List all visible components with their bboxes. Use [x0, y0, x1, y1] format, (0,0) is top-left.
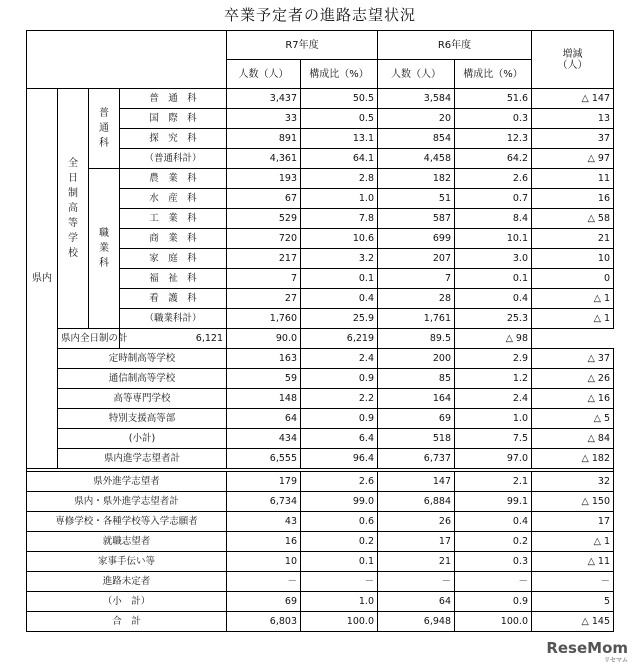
- row-label: 看 護 科: [120, 289, 227, 309]
- r7-ratio: 1.0: [301, 189, 378, 209]
- change-value: 10: [532, 249, 614, 269]
- r7-people: 33: [227, 109, 301, 129]
- r6-people: 200: [378, 349, 455, 369]
- r6-ratio: 1.0: [455, 409, 532, 429]
- change-value: △ 5: [532, 409, 614, 429]
- change-value: △ 1: [532, 309, 614, 329]
- r7-people: 43: [227, 512, 301, 532]
- r7-people: 3,437: [227, 89, 301, 109]
- r6-ratio: －: [455, 572, 532, 592]
- row-label: (小計): [58, 429, 227, 449]
- r7-ratio: 64.1: [301, 149, 378, 169]
- r6-people: 1,761: [378, 309, 455, 329]
- change-value: 32: [532, 472, 614, 492]
- table-row: [27, 512, 614, 532]
- r6-people: 6,737: [378, 449, 455, 469]
- r6-ratio: 2.1: [455, 472, 532, 492]
- r7-people: 179: [227, 472, 301, 492]
- r6-ratio: 0.2: [455, 532, 532, 552]
- r7-ratio: 0.9: [301, 409, 378, 429]
- r7-people: 67: [227, 189, 301, 209]
- r6-people: 182: [378, 169, 455, 189]
- r7-ratio: 2.6: [301, 472, 378, 492]
- header-blank: [27, 31, 227, 89]
- r6-ratio: 0.4: [455, 289, 532, 309]
- change-value: △ 182: [532, 449, 614, 469]
- r6-people: －: [378, 572, 455, 592]
- r7-people: 6,803: [227, 612, 301, 632]
- r7-ratio: 0.2: [301, 532, 378, 552]
- r7-ratio: 0.1: [301, 269, 378, 289]
- r7-ratio: 13.1: [301, 129, 378, 149]
- r6-ratio: 0.7: [455, 189, 532, 209]
- change-value: 17: [532, 512, 614, 532]
- table-row: [27, 89, 614, 109]
- r6-people: 20: [378, 109, 455, 129]
- header-r6-people: 人数（人）: [378, 60, 455, 89]
- row-label: 県内進学志望者計: [58, 449, 227, 469]
- r7-ratio: －: [301, 572, 378, 592]
- group-kennai: [27, 89, 58, 469]
- page-title: 卒業予定者の進路志望状況: [223, 6, 416, 24]
- group-futsu-char: 科: [99, 138, 109, 149]
- r6-ratio: 64.2: [455, 149, 532, 169]
- group-shokugyo-char: 職: [99, 228, 109, 239]
- r7-ratio: 3.2: [301, 249, 378, 269]
- r6-ratio: 0.1: [455, 269, 532, 289]
- r6-people: 854: [378, 129, 455, 149]
- change-value: △ 150: [532, 492, 614, 512]
- table-row: [27, 492, 614, 512]
- r6-ratio: 2.9: [455, 349, 532, 369]
- row-label: 工 業 科: [120, 209, 227, 229]
- r6-people: 51: [378, 189, 455, 209]
- r6-ratio: 97.0: [455, 449, 532, 469]
- group-zennichi-char: 学: [68, 233, 78, 244]
- row-label: 農 業 科: [120, 169, 227, 189]
- change-value: △ 1: [532, 532, 614, 552]
- r6-ratio: 89.5: [378, 329, 455, 349]
- group-shokugyo-char: 科: [99, 258, 109, 269]
- r6-people: 147: [378, 472, 455, 492]
- r6-ratio: 10.1: [455, 229, 532, 249]
- header-r7: R7年度: [227, 31, 378, 60]
- r7-people: 720: [227, 229, 301, 249]
- change-value: △ 58: [532, 209, 614, 229]
- change-value: 37: [532, 129, 614, 149]
- r7-ratio: 0.4: [301, 289, 378, 309]
- group-zennichi-char: 等: [68, 218, 78, 229]
- table-row: [27, 552, 614, 572]
- change-value: △ 98: [455, 329, 532, 349]
- r6-people: 3,584: [378, 89, 455, 109]
- change-value: △ 16: [532, 389, 614, 409]
- logo-main: ReseMom: [546, 639, 628, 657]
- table-row: [27, 592, 614, 612]
- r6-people: 64: [378, 592, 455, 612]
- row-label: 就職志望者: [27, 532, 227, 552]
- row-label: 探 究 科: [120, 129, 227, 149]
- header-r6-ratio: 構成比（%）: [455, 60, 532, 89]
- r7-people: 7: [227, 269, 301, 289]
- r7-ratio: 0.5: [301, 109, 378, 129]
- r7-people: 148: [227, 389, 301, 409]
- row-label: 県内・県外進学志望者計: [27, 492, 227, 512]
- row-label: 定時制高等学校: [58, 349, 227, 369]
- header-change-label: 増減: [562, 48, 583, 60]
- r7-ratio: 1.0: [301, 592, 378, 612]
- r6-people: 164: [378, 389, 455, 409]
- r7-people: 6,734: [227, 492, 301, 512]
- group-zennichi-char: 日: [68, 173, 78, 184]
- change-value: 13: [532, 109, 614, 129]
- r7-people: 193: [227, 169, 301, 189]
- row-label: 商 業 科: [120, 229, 227, 249]
- change-value: △ 97: [532, 149, 614, 169]
- change-value: 0: [532, 269, 614, 289]
- row-label: 特別支援高等部: [58, 409, 227, 429]
- r6-ratio: 2.4: [455, 389, 532, 409]
- row-label: 県内全日制の計: [58, 329, 120, 349]
- r6-ratio: 0.3: [455, 552, 532, 572]
- r6-ratio: 2.6: [455, 169, 532, 189]
- table-row: [27, 409, 614, 429]
- change-value: △ 84: [532, 429, 614, 449]
- career-plan-table: [26, 30, 614, 632]
- r7-people: 64: [227, 409, 301, 429]
- row-label: 家 庭 科: [120, 249, 227, 269]
- r6-ratio: 0.9: [455, 592, 532, 612]
- r6-ratio: 0.4: [455, 512, 532, 532]
- table-row: [27, 169, 614, 189]
- r7-ratio: 96.4: [301, 449, 378, 469]
- row-label: 普 通 科: [120, 89, 227, 109]
- row-label: 水 産 科: [120, 189, 227, 209]
- group-futsu: [89, 89, 120, 169]
- r6-people: 69: [378, 409, 455, 429]
- row-label: 国 際 科: [120, 109, 227, 129]
- row-label: （普通科計）: [120, 149, 227, 169]
- change-value: △ 37: [532, 349, 614, 369]
- r6-people: 6,884: [378, 492, 455, 512]
- row-label: 合 計: [27, 612, 227, 632]
- r6-people: 7: [378, 269, 455, 289]
- r6-people: 21: [378, 552, 455, 572]
- group-zennichi-char: 全: [68, 158, 78, 169]
- change-value: 11: [532, 169, 614, 189]
- r7-ratio: 10.6: [301, 229, 378, 249]
- r7-people: 529: [227, 209, 301, 229]
- change-value: △ 1: [532, 289, 614, 309]
- r7-ratio: 2.2: [301, 389, 378, 409]
- group-zennichi: [58, 89, 89, 329]
- r7-ratio: 0.1: [301, 552, 378, 572]
- header-change: [532, 31, 614, 89]
- group-shokugyo-char: 業: [99, 243, 109, 254]
- group-kennai-char: 内: [42, 273, 52, 284]
- table-row: [27, 329, 614, 349]
- r7-people: 217: [227, 249, 301, 269]
- r7-people: 434: [227, 429, 301, 449]
- r6-ratio: 3.0: [455, 249, 532, 269]
- r6-people: 28: [378, 289, 455, 309]
- r7-ratio: 0.6: [301, 512, 378, 532]
- row-label: 進路未定者: [27, 572, 227, 592]
- r7-ratio: 7.8: [301, 209, 378, 229]
- row-label: 家事手伝い等: [27, 552, 227, 572]
- resemom-logo: [546, 639, 628, 664]
- logo-sub: リセマム: [604, 657, 628, 664]
- r7-ratio: 25.9: [301, 309, 378, 329]
- r6-people: 587: [378, 209, 455, 229]
- change-value: △ 11: [532, 552, 614, 572]
- r7-people: 1,760: [227, 309, 301, 329]
- r6-ratio: 25.3: [455, 309, 532, 329]
- r7-ratio: 0.9: [301, 369, 378, 389]
- r6-ratio: 99.1: [455, 492, 532, 512]
- r7-ratio: 2.4: [301, 349, 378, 369]
- r7-people: 69: [227, 592, 301, 612]
- r7-people: 891: [227, 129, 301, 149]
- r7-people: 163: [227, 349, 301, 369]
- header-r7-people: 人数（人）: [227, 60, 301, 89]
- r6-ratio: 8.4: [455, 209, 532, 229]
- group-zennichi-char: 高: [68, 203, 78, 214]
- header-r6: R6年度: [378, 31, 532, 60]
- table-row: [27, 349, 614, 369]
- change-value: 16: [532, 189, 614, 209]
- group-shokugyo: [89, 169, 120, 329]
- r7-ratio: 99.0: [301, 492, 378, 512]
- r7-ratio: 100.0: [301, 612, 378, 632]
- group-futsu-char: 通: [99, 123, 109, 134]
- group-kennai-char: 県: [32, 273, 42, 284]
- row-label: 高等専門学校: [58, 389, 227, 409]
- change-value: △ 145: [532, 612, 614, 632]
- r6-people: 518: [378, 429, 455, 449]
- header-change-unit: （人）: [557, 59, 588, 71]
- change-value: △ 26: [532, 369, 614, 389]
- r7-ratio: 90.0: [227, 329, 301, 349]
- r6-ratio: 100.0: [455, 612, 532, 632]
- r6-ratio: 1.2: [455, 369, 532, 389]
- row-label: 専修学校・各種学校等入学志願者: [27, 512, 227, 532]
- r7-people: 59: [227, 369, 301, 389]
- table-row: [27, 429, 614, 449]
- r7-people: 6,555: [227, 449, 301, 469]
- r7-people: －: [227, 572, 301, 592]
- r6-people: 6,948: [378, 612, 455, 632]
- r6-people: 85: [378, 369, 455, 389]
- table-row: [27, 472, 614, 492]
- group-futsu-char: 普: [99, 108, 109, 119]
- r7-people: 6,121: [120, 329, 227, 349]
- change-value: －: [532, 572, 614, 592]
- row-label: （小 計）: [27, 592, 227, 612]
- group-zennichi-char: 制: [68, 188, 78, 199]
- table-row: [27, 572, 614, 592]
- r7-ratio: 6.4: [301, 429, 378, 449]
- row-label: 通信制高等学校: [58, 369, 227, 389]
- r6-people: 6,219: [301, 329, 378, 349]
- header-r7-ratio: 構成比（%）: [301, 60, 378, 89]
- r6-people: 4,458: [378, 149, 455, 169]
- r7-people: 10: [227, 552, 301, 572]
- row-label: （職業科計）: [120, 309, 227, 329]
- r6-ratio: 12.3: [455, 129, 532, 149]
- table-row: [27, 369, 614, 389]
- r7-people: 4,361: [227, 149, 301, 169]
- table-row: [27, 532, 614, 552]
- r7-people: 16: [227, 532, 301, 552]
- change-value: △ 147: [532, 89, 614, 109]
- change-value: 5: [532, 592, 614, 612]
- table-row: [27, 449, 614, 469]
- table-row: [27, 612, 614, 632]
- r6-people: 699: [378, 229, 455, 249]
- r7-ratio: 50.5: [301, 89, 378, 109]
- row-label: 福 祉 科: [120, 269, 227, 289]
- r7-ratio: 2.8: [301, 169, 378, 189]
- r6-people: 207: [378, 249, 455, 269]
- row-label: 県外進学志望者: [27, 472, 227, 492]
- r6-ratio: 7.5: [455, 429, 532, 449]
- table-row: [27, 389, 614, 409]
- r6-ratio: 51.6: [455, 89, 532, 109]
- group-zennichi-char: 校: [68, 248, 78, 259]
- r6-people: 17: [378, 532, 455, 552]
- change-value: 21: [532, 229, 614, 249]
- r6-people: 26: [378, 512, 455, 532]
- header-row-years: [27, 31, 614, 60]
- r6-ratio: 0.3: [455, 109, 532, 129]
- r7-people: 27: [227, 289, 301, 309]
